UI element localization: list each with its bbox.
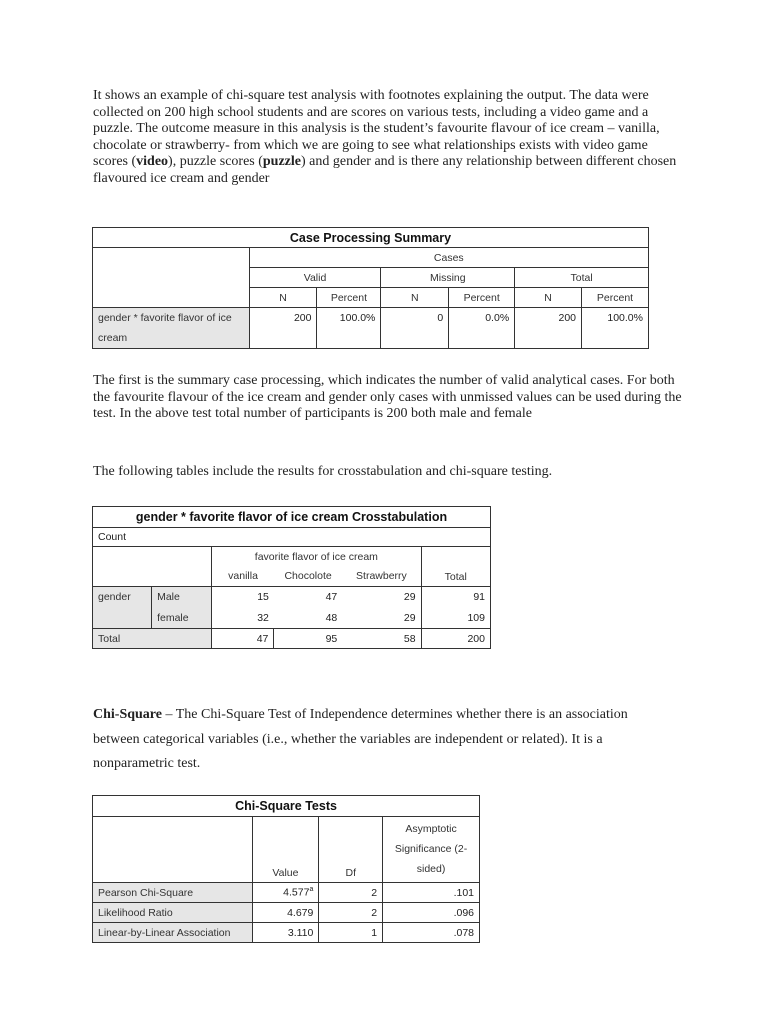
row-label: Linear-by-Linear Association (93, 923, 253, 943)
table-cell: 1 (319, 923, 383, 943)
table-cell: 3.110 (252, 923, 319, 943)
row-label: gender * favorite flavor of ice cream (93, 308, 250, 349)
table-cell: 100.0% (582, 308, 649, 349)
group-header: Missing (381, 268, 515, 288)
row-label: Male (152, 587, 212, 608)
intro-text-3: ) and gender and is there any relationship between different chosen flavoured ice cream and gender (93, 154, 677, 186)
intro-bold-video: video (136, 154, 169, 169)
chi-tests-title: Chi-Square Tests (93, 796, 480, 817)
case-processing-summary-table (92, 227, 649, 349)
column-header: vanilla (212, 567, 274, 587)
table-cell: 91 (421, 587, 490, 608)
table-cell: 0 (381, 308, 449, 349)
case-summary-corner (93, 248, 250, 308)
crosstab-title: gender * favorite flavor of ice cream Crosstabulation (93, 507, 491, 528)
table-cell: 15 (212, 587, 274, 608)
subheader: Percent (449, 288, 515, 308)
flavor-var-header: favorite flavor of ice cream (212, 547, 421, 567)
subheader: N (249, 288, 317, 308)
table-cell: 100.0% (317, 308, 381, 349)
intro-paragraph (93, 88, 683, 187)
count-label: Count (93, 528, 491, 547)
column-header: Chocolote (274, 567, 342, 587)
subheader: Percent (317, 288, 381, 308)
table-cell: 200 (421, 629, 490, 649)
case-summary-title: Case Processing Summary (93, 228, 649, 248)
crosstabulation-table (92, 506, 491, 649)
intro-text-1: It shows an example of chi-square test analysis with footnotes explaining the output. The data were collected on 200 high school students and are scores on various tests, including a video game and a puzzle. The outcome measure in this analysis is the student’s favourite flavour of ice cream – vanilla, chocolate or strawberry- from which we are going to see what relationships exists with video game scores ( (93, 88, 660, 169)
total-header: Total (421, 547, 490, 587)
table-cell: .078 (383, 923, 480, 943)
total-row-label: Total (93, 629, 212, 649)
df-header: Df (319, 817, 383, 883)
chi-square-tests-table (92, 795, 480, 943)
summary-explanation-paragraph: The first is the summary case processing, which indicates the number of valid analytical cases. For both the favourite flavour of the ice cream and gender only cases with unmissed values can be used during the test. In the above test total number of participants is 200 both male and female (93, 373, 682, 421)
value-header: Value (252, 817, 319, 883)
column-header: Strawberry (342, 567, 421, 587)
table-cell: 29 (403, 611, 416, 624)
chi-tests-corner (93, 817, 253, 883)
row-var-label: gender (93, 587, 152, 629)
crosstab-corner (93, 547, 212, 587)
row-label: Pearson Chi-Square (93, 883, 253, 903)
footnote-marker: a (309, 886, 314, 894)
table-cell: 200 (249, 308, 317, 349)
intro-bold-puzzle: puzzle (262, 154, 301, 169)
table-cell: .096 (383, 903, 480, 923)
table-cell: 109 (421, 608, 490, 629)
table-cell: 32 (212, 608, 274, 629)
row-label: Likelihood Ratio (93, 903, 253, 923)
intro-text-2: ), puzzle scores ( (168, 154, 263, 169)
table-cell: 2 (319, 903, 383, 923)
table-cell: 48 (325, 611, 338, 624)
chi-square-heading: Chi-Square (93, 707, 162, 722)
table-cell: 47 (212, 629, 274, 649)
subheader: N (515, 288, 582, 308)
significance-header: Asymptotic Significance (2-sided) (383, 817, 480, 883)
following-paragraph: The following tables include the results for crosstabulation and chi-square testing. (93, 464, 553, 479)
value-text: 4.577 (283, 886, 310, 899)
group-header: Valid (249, 268, 381, 288)
table-cell: 58 (342, 629, 421, 649)
subheader: N (381, 288, 449, 308)
chi-square-paragraph (93, 703, 653, 777)
group-header: Total (515, 268, 649, 288)
cases-header: Cases (249, 248, 648, 268)
table-cell: 2 (319, 883, 383, 903)
table-cell: 47 (325, 591, 338, 604)
table-cell: 200 (515, 308, 582, 349)
chi-square-text: – The Chi-Square Test of Independence determines whether there is an association between categorical variables (i.e., whether the variables are independent or related). It is a nonparametric test. (93, 707, 628, 771)
row-label: female (152, 608, 212, 629)
table-cell (252, 883, 319, 903)
table-cell: .101 (383, 883, 480, 903)
table-cell: 0.0% (449, 308, 515, 349)
table-cell: 4.679 (252, 903, 319, 923)
table-cell: 29 (403, 591, 416, 604)
table-cell: 95 (274, 629, 342, 649)
subheader: Percent (582, 288, 649, 308)
